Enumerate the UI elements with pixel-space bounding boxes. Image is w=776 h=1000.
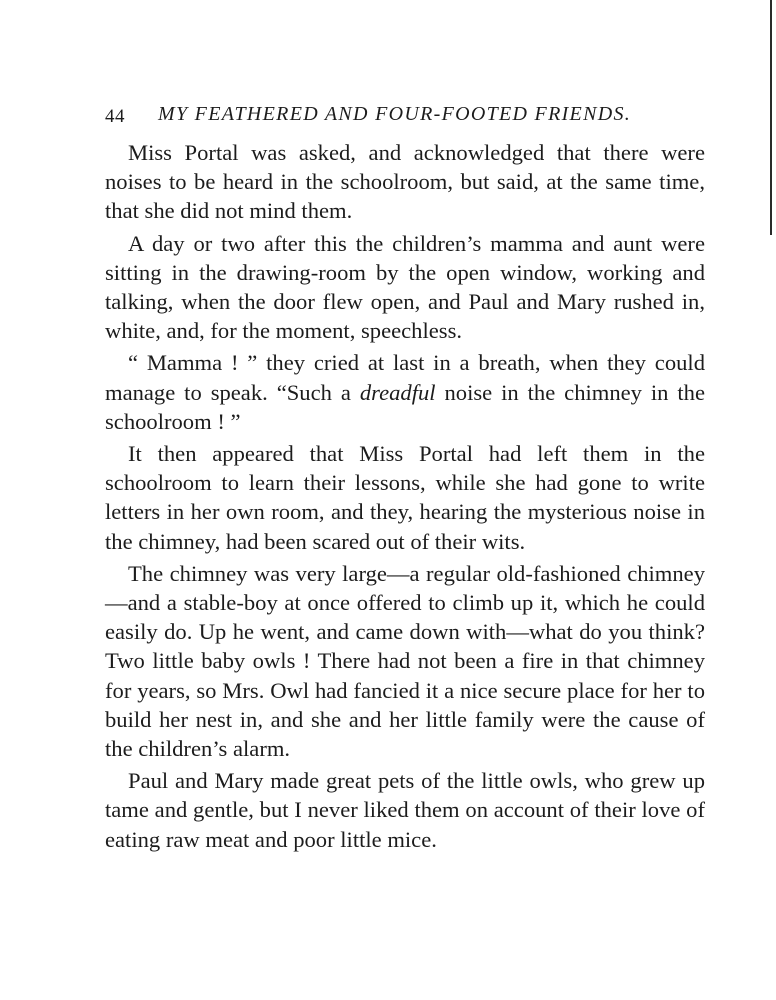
paragraph-5: The chimney was very large—a regular old-fashioned chimney—and a stable-boy at once offered to climb up it, which he could easily do. Up he went, and came down with—what do you think? Two little baby owls ! There had not been a fire in that chimney for years, so Mrs. Owl had fancied it a nice secure place for her to build her nest in, and she and her little family were the cause of the children’s alarm. (105, 560, 705, 762)
paragraph-3-start: “ Mamma ! ” they cried at last in a breath, when they could manage to speak. “Such a (105, 350, 705, 405)
page-header (105, 103, 665, 135)
emphasis-dreadful: dreadful (359, 379, 436, 405)
running-title: MY FEATHERED AND FOUR-FOOTED FRIENDS. (158, 103, 632, 125)
page-edge-line (770, 0, 772, 235)
paragraph-6: Paul and Mary made great pets of the little owls, who grew up tame and gentle, but I never liked them on account of their love of eating raw meat and poor little mice. (105, 768, 705, 852)
paragraph-3 (105, 348, 705, 436)
paragraph-4: It then appeared that Miss Portal had left them in the schoolroom to learn their lessons, while she had gone to write letters in her own room, and they, hearing the mysterious noise in the chimney, had been scared out of their wits. (105, 441, 705, 554)
paragraph-3-end: noise in the chimney in the schoolroom ! ” (105, 379, 706, 434)
page-number: 44 (105, 106, 125, 127)
paragraph-2: A day or two after this the children’s mamma and aunt were sitting in the drawing-room by the open window, working and talking, when the door flew open, and Paul and Mary rushed in, white, and, for the moment, speechless. (105, 230, 705, 344)
paragraph-1: Miss Portal was asked, and acknowledged that there were noises to be heard in the schoolroom, but said, at the same time, that she did not mind them. (105, 140, 705, 224)
body-text (105, 138, 705, 854)
